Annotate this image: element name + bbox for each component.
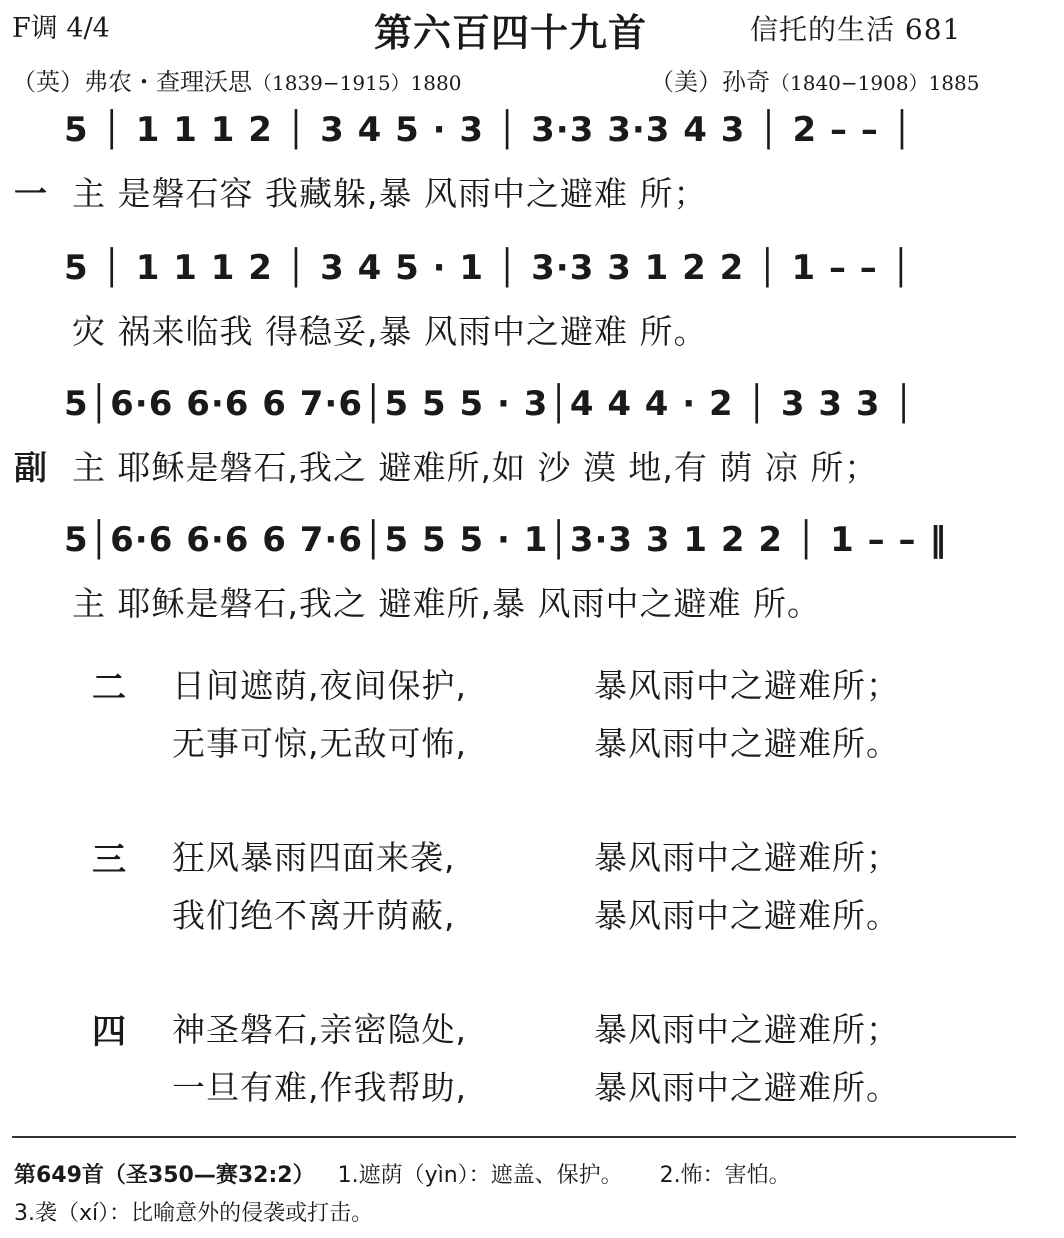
stanza1-notation-line1: 5 │ 1 1 1 2 │ 3 4 5 · 3 │ 3·3 3·3 4 3 │ 2 – – │ — [64, 110, 914, 150]
composer-credit — [650, 62, 979, 97]
verse3-line1-refrain: 暴风雨中之避难所； — [594, 838, 900, 877]
verse3-line2-refrain: 暴风雨中之避难所。 — [594, 896, 900, 935]
verse4-line1: 神圣磐石,亲密隐处, — [172, 1010, 467, 1049]
key-signature: F调 4/4 — [12, 13, 110, 44]
scripture-reference: 第649首（圣350—赛32:2） — [14, 1163, 315, 1188]
lyricist-years: （1839−1915）1880 — [252, 71, 462, 95]
footnote-2: 2.怖：害怕。 — [659, 1163, 791, 1188]
footnote-line1 — [14, 1158, 791, 1189]
footnote-3: 3.袭（xí）：比喻意外的侵袭或打击。 — [14, 1201, 374, 1226]
verse2-line2-refrain: 暴风雨中之避难所。 — [594, 724, 900, 763]
verse3-line1: 狂风暴雨四面来袭, — [172, 838, 456, 877]
lyricist-credit — [12, 62, 461, 97]
verse2-line1: 日间遮荫,夜间保护, — [172, 666, 467, 705]
verse4-line2: 一旦有难,作我帮助, — [172, 1068, 467, 1107]
footnote-1: 1.遮荫（yìn）：遮盖、保护。 — [337, 1163, 623, 1188]
composer-name: （美）孙奇 — [650, 68, 770, 96]
verse4-line2-refrain: 暴风雨中之避难所。 — [594, 1068, 900, 1107]
stanza1-lyrics-line1: 主 是磐石容 我藏躲,暴 风雨中之避难 所； — [72, 174, 708, 213]
hymn-title: 第六百四十九首 — [374, 11, 648, 55]
composer-years: （1840−1908）1885 — [770, 71, 980, 95]
section-heading: 信托的生活 681 — [750, 13, 962, 46]
verse2-line1-refrain: 暴风雨中之避难所； — [594, 666, 900, 705]
lyricist-name: （英）弗农・查理沃思 — [12, 68, 252, 96]
verse3-line2: 我们绝不离开荫蔽, — [172, 896, 456, 935]
footnote-divider — [12, 1136, 1016, 1138]
stanza1-notation-line2: 5 │ 1 1 1 2 │ 3 4 5 · 1 │ 3·3 3 1 2 2 │ 1 – – │ — [64, 248, 913, 288]
refrain-lyrics-line2: 主 耶稣是磐石,我之 避难所,暴 风雨中之避难 所。 — [72, 584, 821, 623]
verse2-label: 二 — [92, 668, 126, 708]
stanza1-lyrics-line2: 灾 祸来临我 得稳妥,暴 风雨中之避难 所。 — [72, 312, 708, 351]
verse4-label: 四 — [92, 1012, 126, 1052]
refrain-notation-line1: 5│6·6 6·6 6 7·6│5 5 5 · 3│4 4 4 · 2 │ 3 3 3 │ — [64, 384, 915, 424]
stanza1-label: 一 — [14, 174, 47, 213]
verse3-label: 三 — [92, 840, 126, 880]
verse4-line1-refrain: 暴风雨中之避难所； — [594, 1010, 900, 1049]
verse2-line2: 无事可惊,无敌可怖, — [172, 724, 467, 763]
refrain-label: 副 — [14, 448, 47, 487]
refrain-notation-line2: 5│6·6 6·6 6 7·6│5 5 5 · 1│3·3 3 1 2 2 │ 1 – – ‖ — [64, 520, 948, 560]
refrain-lyrics-line1: 主 耶稣是磐石,我之 避难所,如 沙 漠 地,有 荫 凉 所； — [72, 448, 879, 487]
